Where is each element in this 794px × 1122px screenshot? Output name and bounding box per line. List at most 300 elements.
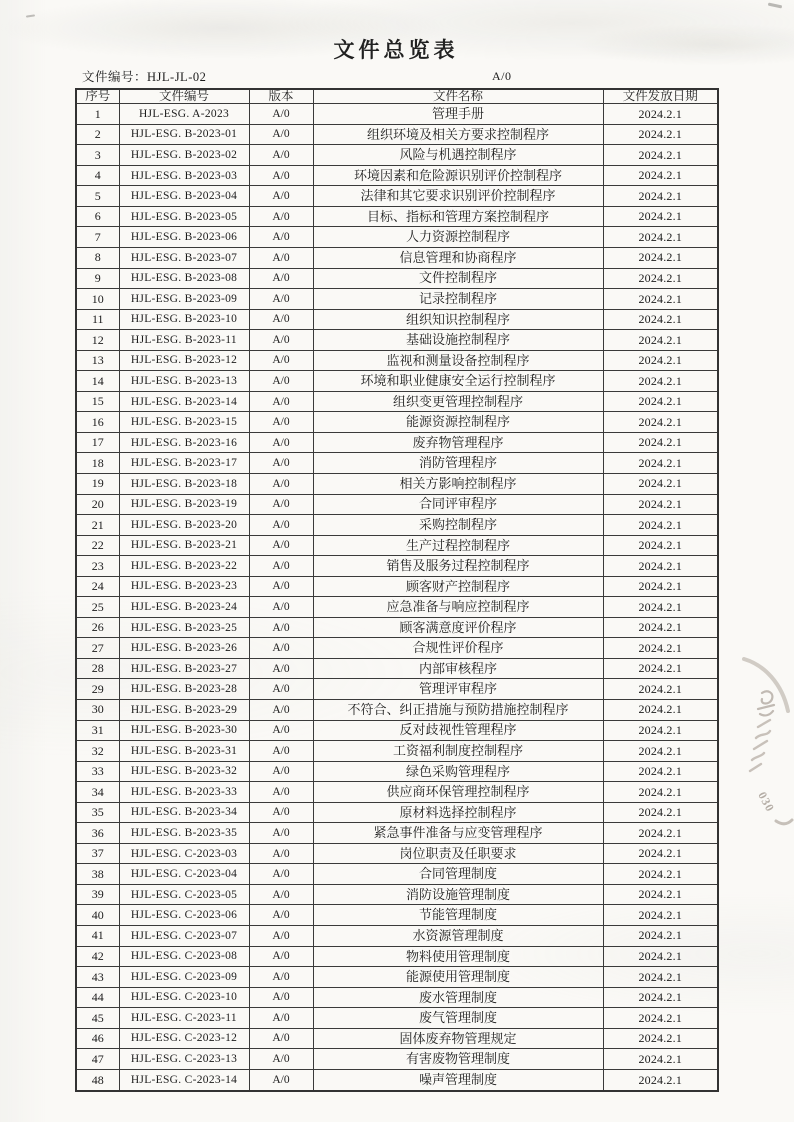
table-row — [76, 658, 718, 679]
cell-name: 信息管理和协商程序 — [313, 247, 603, 268]
cell-name: 法律和其它要求识别评价控制程序 — [313, 186, 603, 207]
cell-date: 2024.2.1 — [603, 576, 718, 597]
cell-seq: 47 — [76, 1049, 119, 1070]
cell-name: 原材料选择控制程序 — [313, 802, 603, 823]
header-date: 文件发放日期 — [603, 89, 718, 104]
cell-code: HJL-ESG. B-2023-19 — [119, 494, 249, 515]
cell-seq: 6 — [76, 206, 119, 227]
cell-name: 组织知识控制程序 — [313, 309, 603, 330]
table-row — [76, 453, 718, 474]
cell-name: 内部审核程序 — [313, 658, 603, 679]
cell-seq: 30 — [76, 699, 119, 720]
cell-code: HJL-ESG. B-2023-33 — [119, 782, 249, 803]
scan-speck-top-right — [768, 3, 782, 9]
cell-date: 2024.2.1 — [603, 926, 718, 947]
cell-version: A/0 — [249, 556, 313, 577]
cell-seq: 36 — [76, 823, 119, 844]
cell-name: 环境和职业健康安全运行控制程序 — [313, 371, 603, 392]
table-row — [76, 823, 718, 844]
cell-seq: 23 — [76, 556, 119, 577]
cell-version: A/0 — [249, 247, 313, 268]
header-name: 文件名称 — [313, 89, 603, 104]
cell-version: A/0 — [249, 494, 313, 515]
cell-name: 管理手册 — [313, 104, 603, 125]
cell-seq: 7 — [76, 227, 119, 248]
cell-seq: 20 — [76, 494, 119, 515]
cell-version: A/0 — [249, 843, 313, 864]
cell-version: A/0 — [249, 597, 313, 618]
cell-code: HJL-ESG. C-2023-13 — [119, 1049, 249, 1070]
cell-name: 消防管理程序 — [313, 453, 603, 474]
cell-seq: 27 — [76, 638, 119, 659]
cell-date: 2024.2.1 — [603, 967, 718, 988]
cell-code: HJL-ESG. B-2023-20 — [119, 515, 249, 536]
cell-name: 监视和测量设备控制程序 — [313, 350, 603, 371]
cell-name: 生产过程控制程序 — [313, 535, 603, 556]
cell-code: HJL-ESG. B-2023-09 — [119, 289, 249, 310]
cell-seq: 26 — [76, 617, 119, 638]
cell-code: HJL-ESG. C-2023-07 — [119, 926, 249, 947]
table-row — [76, 145, 718, 166]
cell-date: 2024.2.1 — [603, 638, 718, 659]
table-row — [76, 289, 718, 310]
header-seq: 序号 — [76, 89, 119, 104]
cell-name: 应急准备与响应控制程序 — [313, 597, 603, 618]
cell-code: HJL-ESG. B-2023-10 — [119, 309, 249, 330]
cell-seq: 24 — [76, 576, 119, 597]
cell-version: A/0 — [249, 330, 313, 351]
table-row — [76, 1069, 718, 1091]
cell-date: 2024.2.1 — [603, 884, 718, 905]
table-row — [76, 638, 718, 659]
cell-version: A/0 — [249, 1049, 313, 1070]
cell-seq: 34 — [76, 782, 119, 803]
table-row — [76, 186, 718, 207]
cell-version: A/0 — [249, 741, 313, 762]
cell-version: A/0 — [249, 679, 313, 700]
cell-version: A/0 — [249, 515, 313, 536]
stamp-artifact — [738, 645, 794, 830]
cell-seq: 17 — [76, 432, 119, 453]
cell-date: 2024.2.1 — [603, 473, 718, 494]
cell-date: 2024.2.1 — [603, 741, 718, 762]
table-row — [76, 330, 718, 351]
cell-name: 组织变更管理控制程序 — [313, 391, 603, 412]
cell-version: A/0 — [249, 967, 313, 988]
cell-name: 反对歧视性管理程序 — [313, 720, 603, 741]
cell-version: A/0 — [249, 432, 313, 453]
cell-version: A/0 — [249, 905, 313, 926]
table-row — [76, 124, 718, 145]
cell-version: A/0 — [249, 350, 313, 371]
cell-code: HJL-ESG. B-2023-02 — [119, 145, 249, 166]
table-row — [76, 556, 718, 577]
cell-name: 顾客满意度评价程序 — [313, 617, 603, 638]
table-row — [76, 926, 718, 947]
cell-version: A/0 — [249, 1028, 313, 1049]
cell-seq: 10 — [76, 289, 119, 310]
cell-version: A/0 — [249, 946, 313, 967]
header-code: 文件编号 — [119, 89, 249, 104]
cell-seq: 33 — [76, 761, 119, 782]
cell-date: 2024.2.1 — [603, 802, 718, 823]
cell-name: 噪声管理制度 — [313, 1069, 603, 1091]
cell-seq: 19 — [76, 473, 119, 494]
cell-version: A/0 — [249, 823, 313, 844]
cell-code: HJL-ESG. B-2023-25 — [119, 617, 249, 638]
table-row — [76, 843, 718, 864]
cell-seq: 46 — [76, 1028, 119, 1049]
stamp-number: 030 — [755, 789, 778, 815]
cell-seq: 48 — [76, 1069, 119, 1091]
cell-seq: 11 — [76, 309, 119, 330]
cell-name: 能源资源控制程序 — [313, 412, 603, 433]
cell-date: 2024.2.1 — [603, 453, 718, 474]
cell-date: 2024.2.1 — [603, 371, 718, 392]
cell-name: 相关方影响控制程序 — [313, 473, 603, 494]
table-row — [76, 391, 718, 412]
cell-seq: 5 — [76, 186, 119, 207]
cell-version: A/0 — [249, 782, 313, 803]
table-row — [76, 1028, 718, 1049]
cell-date: 2024.2.1 — [603, 186, 718, 207]
cell-code: HJL-ESG. B-2023-26 — [119, 638, 249, 659]
cell-name: 岗位职责及任职要求 — [313, 843, 603, 864]
cell-name: 风险与机遇控制程序 — [313, 145, 603, 166]
cell-seq: 37 — [76, 843, 119, 864]
table-row — [76, 494, 718, 515]
cell-version: A/0 — [249, 453, 313, 474]
table-row — [76, 617, 718, 638]
cell-name: 管理评审程序 — [313, 679, 603, 700]
cell-date: 2024.2.1 — [603, 946, 718, 967]
cell-name: 废弃物管理程序 — [313, 432, 603, 453]
table-row — [76, 679, 718, 700]
cell-code: HJL-ESG. C-2023-10 — [119, 987, 249, 1008]
cell-code: HJL-ESG. B-2023-32 — [119, 761, 249, 782]
cell-code: HJL-ESG. B-2023-18 — [119, 473, 249, 494]
cell-date: 2024.2.1 — [603, 104, 718, 125]
cell-date: 2024.2.1 — [603, 206, 718, 227]
cell-code: HJL-ESG. C-2023-11 — [119, 1008, 249, 1029]
table-row — [76, 699, 718, 720]
table-row — [76, 247, 718, 268]
cell-seq: 42 — [76, 946, 119, 967]
scan-speck-top-left — [26, 14, 35, 17]
cell-date: 2024.2.1 — [603, 761, 718, 782]
cell-code: HJL-ESG. B-2023-34 — [119, 802, 249, 823]
cell-code: HJL-ESG. B-2023-22 — [119, 556, 249, 577]
cell-version: A/0 — [249, 617, 313, 638]
cell-code: HJL-ESG. C-2023-12 — [119, 1028, 249, 1049]
cell-version: A/0 — [249, 473, 313, 494]
cell-seq: 22 — [76, 535, 119, 556]
cell-version: A/0 — [249, 658, 313, 679]
cell-seq: 25 — [76, 597, 119, 618]
cell-code: HJL-ESG. B-2023-29 — [119, 699, 249, 720]
table-row — [76, 350, 718, 371]
cell-date: 2024.2.1 — [603, 823, 718, 844]
cell-code: HJL-ESG. C-2023-04 — [119, 864, 249, 885]
cell-date: 2024.2.1 — [603, 720, 718, 741]
cell-code: HJL-ESG. B-2023-15 — [119, 412, 249, 433]
cell-name: 废水管理制度 — [313, 987, 603, 1008]
table-row — [76, 720, 718, 741]
cell-code: HJL-ESG. B-2023-05 — [119, 206, 249, 227]
cell-seq: 29 — [76, 679, 119, 700]
table-row — [76, 412, 718, 433]
table-row — [76, 864, 718, 885]
cell-date: 2024.2.1 — [603, 289, 718, 310]
cell-seq: 32 — [76, 741, 119, 762]
cell-date: 2024.2.1 — [603, 679, 718, 700]
table-row — [76, 761, 718, 782]
cell-version: A/0 — [249, 987, 313, 1008]
cell-date: 2024.2.1 — [603, 597, 718, 618]
cell-code: HJL-ESG. B-2023-30 — [119, 720, 249, 741]
cell-seq: 43 — [76, 967, 119, 988]
cell-version: A/0 — [249, 926, 313, 947]
cell-seq: 31 — [76, 720, 119, 741]
cell-name: 合规性评价程序 — [313, 638, 603, 659]
cell-date: 2024.2.1 — [603, 843, 718, 864]
cell-date: 2024.2.1 — [603, 905, 718, 926]
cell-name: 消防设施管理制度 — [313, 884, 603, 905]
cell-seq: 8 — [76, 247, 119, 268]
cell-version: A/0 — [249, 391, 313, 412]
cell-name: 销售及服务过程控制程序 — [313, 556, 603, 577]
cell-name: 采购控制程序 — [313, 515, 603, 536]
cell-name: 基础设施控制程序 — [313, 330, 603, 351]
table-row — [76, 268, 718, 289]
table-row — [76, 782, 718, 803]
cell-code: HJL-ESG. B-2023-17 — [119, 453, 249, 474]
cell-code: HJL-ESG. B-2023-12 — [119, 350, 249, 371]
cell-code: HJL-ESG. B-2023-16 — [119, 432, 249, 453]
cell-date: 2024.2.1 — [603, 330, 718, 351]
cell-code: HJL-ESG. B-2023-01 — [119, 124, 249, 145]
cell-version: A/0 — [249, 124, 313, 145]
cell-code: HJL-ESG. B-2023-08 — [119, 268, 249, 289]
cell-seq: 40 — [76, 905, 119, 926]
cell-version: A/0 — [249, 268, 313, 289]
table-row — [76, 741, 718, 762]
cell-code: HJL-ESG. C-2023-03 — [119, 843, 249, 864]
cell-name: 供应商环保管理控制程序 — [313, 782, 603, 803]
cell-date: 2024.2.1 — [603, 1008, 718, 1029]
cell-seq: 15 — [76, 391, 119, 412]
cell-code: HJL-ESG. B-2023-27 — [119, 658, 249, 679]
cell-version: A/0 — [249, 802, 313, 823]
table-row — [76, 905, 718, 926]
cell-seq: 13 — [76, 350, 119, 371]
cell-seq: 28 — [76, 658, 119, 679]
cell-name: 目标、指标和管理方案控制程序 — [313, 206, 603, 227]
cell-date: 2024.2.1 — [603, 1069, 718, 1091]
cell-date: 2024.2.1 — [603, 617, 718, 638]
cell-seq: 45 — [76, 1008, 119, 1029]
table-row — [76, 535, 718, 556]
cell-seq: 2 — [76, 124, 119, 145]
cell-seq: 14 — [76, 371, 119, 392]
cell-seq: 21 — [76, 515, 119, 536]
page-title: 文件总览表 — [333, 38, 459, 62]
cell-code: HJL-ESG. B-2023-31 — [119, 741, 249, 762]
cell-seq: 44 — [76, 987, 119, 1008]
cell-date: 2024.2.1 — [603, 782, 718, 803]
cell-date: 2024.2.1 — [603, 165, 718, 186]
cell-date: 2024.2.1 — [603, 268, 718, 289]
table-row — [76, 432, 718, 453]
cell-date: 2024.2.1 — [603, 535, 718, 556]
cell-seq: 12 — [76, 330, 119, 351]
cell-name: 合同评审程序 — [313, 494, 603, 515]
cell-name: 水资源管理制度 — [313, 926, 603, 947]
table-row — [76, 104, 718, 125]
cell-date: 2024.2.1 — [603, 412, 718, 433]
cell-name: 组织环境及相关方要求控制程序 — [313, 124, 603, 145]
cell-name: 废气管理制度 — [313, 1008, 603, 1029]
cell-name: 人力资源控制程序 — [313, 227, 603, 248]
cell-code: HJL-ESG. B-2023-24 — [119, 597, 249, 618]
cell-date: 2024.2.1 — [603, 227, 718, 248]
cell-date: 2024.2.1 — [603, 494, 718, 515]
cell-name: 节能管理制度 — [313, 905, 603, 926]
table-row — [76, 371, 718, 392]
cell-version: A/0 — [249, 576, 313, 597]
cell-version: A/0 — [249, 371, 313, 392]
version-note: A/0 — [492, 69, 512, 83]
cell-version: A/0 — [249, 1069, 313, 1091]
cell-name: 固体废弃物管理规定 — [313, 1028, 603, 1049]
header-version: 版本 — [249, 89, 313, 104]
cell-seq: 4 — [76, 165, 119, 186]
cell-seq: 1 — [76, 104, 119, 125]
table-row — [76, 802, 718, 823]
table-row — [76, 576, 718, 597]
cell-code: HJL-ESG. B-2023-21 — [119, 535, 249, 556]
table-row — [76, 884, 718, 905]
cell-code: HJL-ESG. A-2023 — [119, 104, 249, 125]
table-header-row — [76, 89, 718, 104]
cell-name: 能源使用管理制度 — [313, 967, 603, 988]
cell-name: 绿色采购管理程序 — [313, 761, 603, 782]
cell-code: HJL-ESG. B-2023-03 — [119, 165, 249, 186]
cell-code: HJL-ESG. B-2023-23 — [119, 576, 249, 597]
cell-name: 合同管理制度 — [313, 864, 603, 885]
cell-date: 2024.2.1 — [603, 247, 718, 268]
cell-seq: 16 — [76, 412, 119, 433]
table-row — [76, 165, 718, 186]
cell-date: 2024.2.1 — [603, 1028, 718, 1049]
cell-code: HJL-ESG. B-2023-11 — [119, 330, 249, 351]
cell-code: HJL-ESG. B-2023-14 — [119, 391, 249, 412]
cell-name: 不符合、纠正措施与预防措施控制程序 — [313, 699, 603, 720]
cell-seq: 39 — [76, 884, 119, 905]
cell-date: 2024.2.1 — [603, 556, 718, 577]
cell-name: 环境因素和危险源识别评价控制程序 — [313, 165, 603, 186]
doc-number-label: 文件编号：HJL-JL-02 — [82, 70, 207, 84]
cell-version: A/0 — [249, 535, 313, 556]
cell-name: 记录控制程序 — [313, 289, 603, 310]
cell-version: A/0 — [249, 638, 313, 659]
cell-date: 2024.2.1 — [603, 515, 718, 536]
cell-version: A/0 — [249, 186, 313, 207]
cell-seq: 18 — [76, 453, 119, 474]
cell-seq: 9 — [76, 268, 119, 289]
cell-version: A/0 — [249, 884, 313, 905]
table-row — [76, 227, 718, 248]
cell-version: A/0 — [249, 761, 313, 782]
table-row — [76, 206, 718, 227]
cell-code: HJL-ESG. C-2023-14 — [119, 1069, 249, 1091]
cell-code: HJL-ESG. B-2023-28 — [119, 679, 249, 700]
cell-seq: 3 — [76, 145, 119, 166]
cell-date: 2024.2.1 — [603, 124, 718, 145]
cell-seq: 38 — [76, 864, 119, 885]
cell-code: HJL-ESG. B-2023-06 — [119, 227, 249, 248]
cell-name: 物料使用管理制度 — [313, 946, 603, 967]
table-row — [76, 1008, 718, 1029]
cell-name: 紧急事件准备与应变管理程序 — [313, 823, 603, 844]
cell-version: A/0 — [249, 1008, 313, 1029]
cell-code: HJL-ESG. C-2023-05 — [119, 884, 249, 905]
cell-version: A/0 — [249, 165, 313, 186]
cell-version: A/0 — [249, 145, 313, 166]
table-row — [76, 597, 718, 618]
cell-seq: 41 — [76, 926, 119, 947]
cell-date: 2024.2.1 — [603, 658, 718, 679]
table-row — [76, 515, 718, 536]
table-row — [76, 1049, 718, 1070]
table-row — [76, 967, 718, 988]
cell-name: 顾客财产控制程序 — [313, 576, 603, 597]
cell-version: A/0 — [249, 864, 313, 885]
cell-date: 2024.2.1 — [603, 987, 718, 1008]
cell-seq: 35 — [76, 802, 119, 823]
cell-name: 工资福利制度控制程序 — [313, 741, 603, 762]
cell-version: A/0 — [249, 289, 313, 310]
cell-code: HJL-ESG. B-2023-07 — [119, 247, 249, 268]
cell-date: 2024.2.1 — [603, 1049, 718, 1070]
cell-code: HJL-ESG. C-2023-06 — [119, 905, 249, 926]
table-row — [76, 309, 718, 330]
cell-version: A/0 — [249, 309, 313, 330]
cell-code: HJL-ESG. C-2023-09 — [119, 967, 249, 988]
cell-date: 2024.2.1 — [603, 864, 718, 885]
cell-date: 2024.2.1 — [603, 145, 718, 166]
cell-date: 2024.2.1 — [603, 432, 718, 453]
cell-version: A/0 — [249, 412, 313, 433]
cell-code: HJL-ESG. B-2023-04 — [119, 186, 249, 207]
documents-table — [75, 88, 719, 1092]
cell-code: HJL-ESG. C-2023-08 — [119, 946, 249, 967]
table-row — [76, 946, 718, 967]
cell-version: A/0 — [249, 206, 313, 227]
cell-name: 有害废物管理制度 — [313, 1049, 603, 1070]
cell-version: A/0 — [249, 699, 313, 720]
table-row — [76, 987, 718, 1008]
cell-name: 文件控制程序 — [313, 268, 603, 289]
table-row — [76, 473, 718, 494]
cell-date: 2024.2.1 — [603, 699, 718, 720]
cell-date: 2024.2.1 — [603, 350, 718, 371]
cell-date: 2024.2.1 — [603, 309, 718, 330]
cell-code: HJL-ESG. B-2023-13 — [119, 371, 249, 392]
cell-version: A/0 — [249, 104, 313, 125]
cell-date: 2024.2.1 — [603, 391, 718, 412]
cell-version: A/0 — [249, 720, 313, 741]
